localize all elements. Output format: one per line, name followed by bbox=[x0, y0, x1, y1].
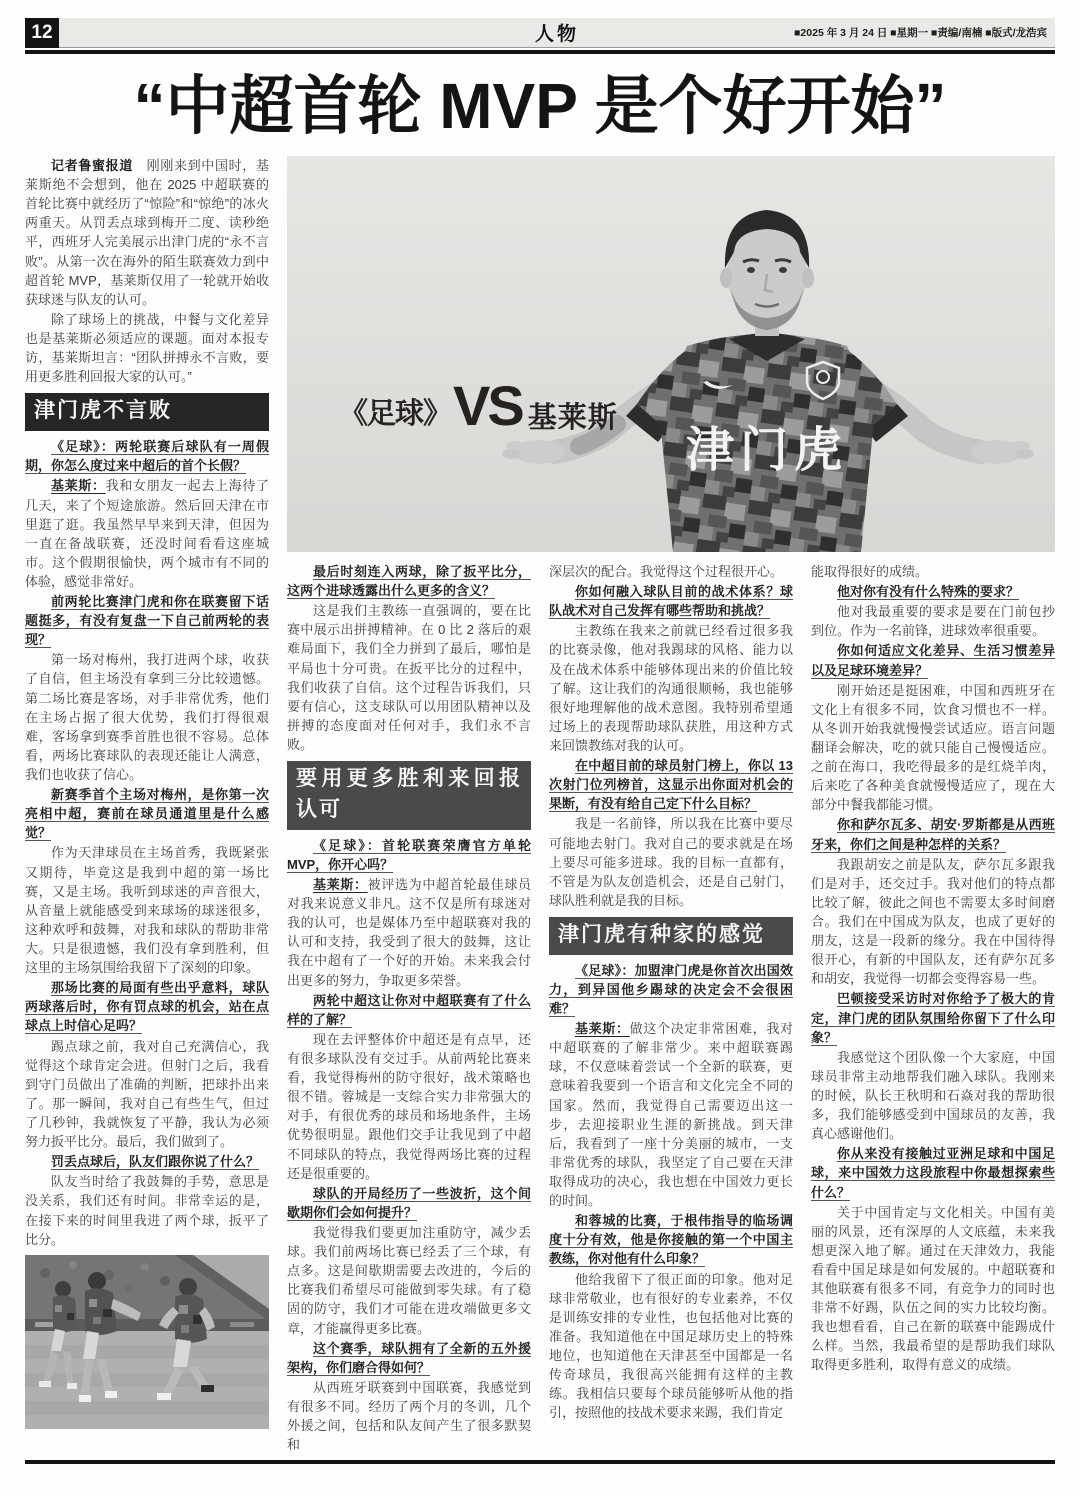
answer-continued: 能取得很好的成绩。 bbox=[811, 564, 929, 579]
column-2 bbox=[287, 562, 531, 1454]
hero-photo-graphic bbox=[287, 156, 1055, 552]
question: 最后时刻连入两球，除了扳平比分，这两个进球透露出什么更多的含义？ bbox=[287, 564, 531, 599]
page-number: 12 bbox=[25, 18, 59, 48]
answer-label: 基莱斯： bbox=[313, 877, 368, 893]
masthead bbox=[25, 18, 1055, 48]
lead-text: 刚刚来到中国时，基莱斯绝不会想到，他在 2025 中超联赛的首轮比赛中就经历了“惊险”和“惊绝”的冰火两重天。从罚丢点球到梅开二度、读秒绝平，西班牙人完美展示出津门虎的“永不言败”。从第一次在海外的陌生联赛效力到中超首轮 MVP，基莱斯仅用了一轮就开始收获球迷与队友的认可。 bbox=[25, 158, 269, 307]
article-body bbox=[25, 156, 1055, 1454]
hero-caption bbox=[339, 374, 618, 444]
section-header-more-wins: 要用更多胜利来回报认可 bbox=[287, 761, 531, 830]
column-3 bbox=[549, 562, 793, 1454]
answer: 从西班牙联赛到中国联赛，我感觉到有很多不同。经历了两个月的冬训，几个外援之间，包括和队友间产生了很多默契和 bbox=[287, 1379, 531, 1453]
answer-label: 基莱斯： bbox=[51, 478, 106, 494]
column-4 bbox=[811, 562, 1055, 1454]
question: 新赛季首个主场对梅州，是你第一次亮相中超，赛前在球员通道里是什么感觉？ bbox=[25, 787, 269, 841]
bottom-rule bbox=[25, 1460, 1055, 1464]
jersey-text: 津门虎 bbox=[685, 424, 849, 477]
caption-player-name: 基莱斯 bbox=[527, 401, 618, 434]
answer-continued: 深层次的配合。我觉得这个过程很开心。 bbox=[549, 564, 784, 579]
answer: 踢点球之前，我对自己充满信心，我觉得这个球肯定会进。但射门之后，我看到守门员做出了准确的判断，把球扑出来了。那一瞬间，我对自己有些生气，但过了几秒钟，我就恢复了平静，我认为必须努力扳平比分。最后，我们做到了。 bbox=[25, 1038, 269, 1150]
question: 和蓉城的比赛，于根伟指导的临场调度十分有效，他是你接触的第一个中国主教练，你对他有什么印象？ bbox=[549, 1213, 793, 1267]
question: 罚丢点球后，队友们跟你说了什么？ bbox=[51, 1154, 260, 1170]
answer: 基莱斯：做这个决定非常困难，我对中超联赛的了解非常少。来中超联赛踢球，不仅意味着尝试一个全新的联赛，更意味着我要到一个语言和文化完全不同的国家。然而，我觉得自己需要迈出这一步，去迎接职业生涯的新挑战。到天津后，我看到了一座十分美丽的城市，一支非常优秀的球队，我坚定了自己要在天津取得成功的决心，我也想在中国效力更长的时间。 bbox=[549, 1021, 793, 1209]
question: 那场比赛的局面有些出乎意料，球队两球落后时，你有罚点球的机会，站在点球点上时信心足吗？ bbox=[25, 980, 269, 1034]
section-title: 人物 bbox=[534, 24, 580, 45]
answer: 基莱斯：被评选为中超首轮最佳球员对我来说意义非凡。这不仅是所有球迷对我的认可，也是媒体乃至中超联赛对我的认可和支持，我受到了很大的鼓舞，这让我在中超有了一个好的开始。未来我会付出更多的努力，争取更多荣誉。 bbox=[287, 877, 531, 988]
answer: 我跟胡安之前是队友，萨尔瓦多跟我们是对手，还交过手。我对他们的特点都比较了解，彼此之间也不需要太多时间磨合。我们在中国成为队友，也成了更好的朋友，这是一段新的缘分。我在中国待得很开心，有新的中国队友，还有萨尔瓦多和胡安，我觉得一切都会变得容易一些。 bbox=[811, 856, 1055, 987]
main-headline: “中超首轮 MVP 是个好开始” bbox=[133, 70, 947, 142]
answer: 他给我留下了很正面的印象。他对足球非常敬业，也有很好的专业素养，不仅是训练安排的专业性，也包括他对比赛的准备。我知道他在中国足球历史上的特殊地位，也知道他在天津甚至中国都是一名传奇球员，我很高兴能拥有这样的主教练。我相信只要每个球员能够听从他的指引，按照他的技战术要求来踢，我们肯定 bbox=[549, 1271, 793, 1421]
masthead-bar bbox=[59, 18, 1055, 48]
answer: 刚开始还是挺困难，中国和西班牙在文化上有很多不同，饮食习惯也不一样。从冬训开始我就慢慢尝试适应。语言问题翻译会解决，吃的就只能自己慢慢适应。之前在海口，我吃得最多的是红烧羊肉，后来吃了各种美食就慢慢适应了，现在大部分中餐我都能习惯。 bbox=[811, 682, 1055, 813]
hero-photo bbox=[287, 156, 1055, 552]
question: 球队的开局经历了一些波折，这个间歇期你们会如何提升？ bbox=[287, 1185, 531, 1220]
answer: 我是一名前锋，所以我在比赛中要尽可能地去射门。我对自己的要求就是在场上要尽可能多进球。我的目标一直都有，不管是为队友创造机会，还是自己射门，球队胜利就是我的目标。 bbox=[549, 816, 793, 908]
answer: 他对我最重要的要求是要在门前包抄到位。作为一名前锋，进球效率很重要。 bbox=[811, 604, 1055, 639]
question: 你如何适应文化差异、生活习惯差异以及足球环境差异？ bbox=[811, 643, 1055, 678]
question: 《足球》：两轮联赛后球队有一周假期，你怎么度过来中超后的首个长假？ bbox=[25, 439, 269, 474]
lead-paragraph-2: 除了球场上的挑战，中餐与文化差异也是基莱斯必须适应的课题。面对本报专访，基莱斯坦言：“团队拼搏永不言败，要用更多胜利回报大家的认可。” bbox=[25, 311, 269, 385]
column-1 bbox=[25, 156, 269, 1454]
answer: 主教练在我来之前就已经看过很多我的比赛录像，他对我踢球的风格、能力以及在战术体系中能够体现出来的价值比较了解。这让我们的沟通很顺畅，我也能够很好地理解他的战术意图。我特别希望通过场上的表现帮助球队获胜，用这种方式来回馈教练对我的认可。 bbox=[549, 623, 793, 753]
reporter-byline: 记者鲁蜜报道 bbox=[51, 158, 133, 173]
answer: 这是我们主教练一直强调的，要在比赛中展示出拼搏精神。在 0 比 2 落后的艰难局面下，我们全力拼到了最后，哪怕是平局也十分可贵。在扳平比分的过程中，我们收获了自信。这个过程告诉我们，只要有信心，这支球队可以用团队精神以及拼搏的态度面对任何对手，我们永不言败。 bbox=[287, 603, 531, 752]
answer: 队友当时给了我鼓舞的手势，意思是没关系，我们还有时间。非常幸运的是，在接下来的时间里我进了两个球，扳平了比分。 bbox=[25, 1174, 269, 1247]
question: 你如何融入球队目前的战术体系？球队战术对自己发挥有哪些帮助和挑战？ bbox=[549, 584, 793, 619]
caption-magazine: 《足球》 bbox=[339, 397, 452, 430]
answer-label: 基莱斯： bbox=[575, 1021, 630, 1037]
answer: 关于中国肯定与文化相关。中国有美丽的风景，还有深厚的人文底蕴，未来我想更深入地了解。通过在天津效力，我能看看中国足球是如何发展的。中超联赛和其他联赛有很多不同，有竞争力的同时也非常不好踢，队伍之间的实力比较均衡。我也想看看，自己在新的联赛中能踢成什么样。当然，我最希望的是帮助我们球队取得更多胜利，取得有意义的成绩。 bbox=[811, 1204, 1055, 1373]
question: 前两轮比赛津门虎和你在联赛留下话题挺多，有没有复盘一下自己前两轮的表现？ bbox=[25, 594, 269, 648]
lead-paragraph bbox=[25, 156, 269, 309]
answer: 作为天津球员在主场首秀，我既紧张又期待，毕竟这是我到中超的第一场比赛，又是主场。我听到球迷的声音很大，从音量上就能感受到来球场的球迷很多，这种欢呼和鼓舞，对我和球队的帮助非常大。只是很遗憾，我们没有拿到胜利，但这里的主场氛围给我留下了深刻的印象。 bbox=[25, 845, 269, 976]
question: 《足球》：加盟津门虎是你首次出国效力，到异国他乡踢球的决定会不会很困难？ bbox=[549, 962, 793, 1017]
question: 两轮中超这让你对中超联赛有了什么样的了解？ bbox=[287, 992, 531, 1027]
answer: 我感觉这个团队像一个大家庭，中国球员非常主动地帮我们融入球队。我刚来的时候，队长王秋明和石焱对我的帮助很多，我们能够感受到中国球员的友善，我真心感谢他们。 bbox=[811, 1049, 1055, 1142]
lower-columns bbox=[287, 562, 1055, 1454]
question: 这个赛季，球队拥有了全新的五外援架构，你们磨合得如何？ bbox=[287, 1340, 531, 1375]
question: 你和萨尔瓦多、胡安·罗斯都是从西班牙来，你们之间是种怎样的关系？ bbox=[811, 817, 1055, 852]
section-header-feels-like-home: 津门虎有种家的感觉 bbox=[549, 917, 793, 955]
question: 在中超目前的球员射门榜上，你以 13 次射门位列榜首，这显示出你面对机会的果断，有没有给自己定下什么目标？ bbox=[549, 758, 793, 812]
question: 巴顿接受采访时对你给予了极大的肯定，津门虎的团队氛围给你留下了什么印象？ bbox=[811, 991, 1055, 1045]
answer: 现在去评整体价中超还是有点早，还有很多球队没有交过手。从前两轮比赛来看，我觉得梅州的防守很好，战术策略也很不错。蓉城是一支综合实力非常强大的对手，有很优秀的球员和场地条件，主场优势很明显。跟他们交手让我见到了中超不同球队的特点，我觉得两场比赛的过程还是很重要的。 bbox=[287, 1031, 531, 1181]
question: 你从来没有接触过亚洲足球和中国足球，来中国效力这段旅程中你最想探索些什么？ bbox=[811, 1146, 1055, 1200]
celebration-photo-graphic bbox=[25, 1255, 269, 1429]
answer: 第一场对梅州，我打进两个球，收获了自信，但主场没有拿到三分比较遗憾。第二场比赛是客场，对手非常优秀，他们在主场占据了很大优势，我们打得很艰难，客场拿到赛季首胜也很不容易。总体看，两场比赛球队的表现还能让人满意，我们也收获了信心。 bbox=[25, 652, 269, 783]
caption-vs: VS bbox=[453, 374, 522, 437]
question: 他对你有没有什么特殊的要求？ bbox=[837, 584, 1020, 600]
answer: 基莱斯：我和女朋友一起去上海待了几天，来了个短途旅游。然后回天津在市里逛了逛。我虽然早早来到天津，但因为一直在备战联赛，还没时间看看这座城市。这个假期很愉快，两个城市有不同的体验，感觉非常好。 bbox=[25, 478, 269, 589]
right-region bbox=[287, 156, 1055, 1454]
question: 《足球》：首轮联赛荣膺官方单轮 MVP，你开心吗？ bbox=[287, 837, 531, 872]
celebration-photo bbox=[25, 1255, 269, 1429]
section-header-never-say-die: 津门虎不言败 bbox=[25, 393, 269, 431]
answer: 我觉得我们要更加注重防守，减少丢球。我们前两场比赛已经丢了三个球，有点多。这是间歇期需要去改进的，今后的比赛我们希望尽可能做到零失球。有了稳固的防守，我们才可能在进攻端做更多文章，才能赢得更多比赛。 bbox=[287, 1225, 531, 1336]
dateline: ■2025 年 3 月 24 日 ■星期一 ■责编/南楠 ■版式/龙浩宾 bbox=[794, 27, 1047, 39]
